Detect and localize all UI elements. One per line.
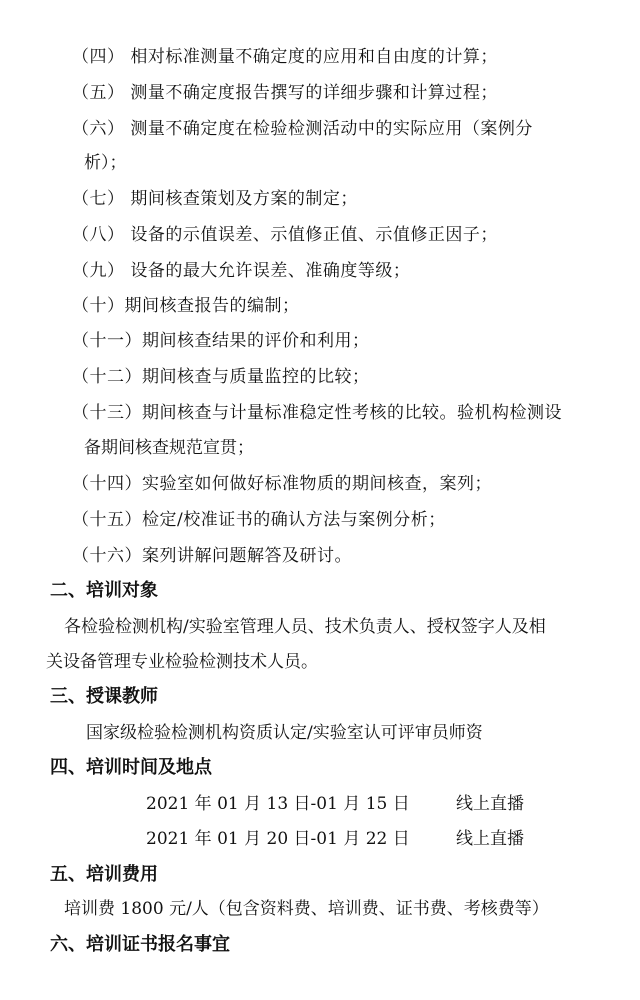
list-item: （十六）案列讲解问题解答及研讨。 xyxy=(72,546,352,566)
list-item: （九） 设备的最大允许误差、准确度等级； xyxy=(72,261,411,281)
list-item: （十二）期间核查与质量监控的比较； xyxy=(72,367,370,387)
list-item: （十）期间核查报告的编制； xyxy=(72,296,300,316)
list-item: （六） 测量不确定度在检验检测活动中的实际应用（案例分 xyxy=(72,119,533,139)
teacher-text: 国家级检验检测机构资质认定/实验室认可评审员师资 xyxy=(86,723,483,743)
list-item-continuation: 析）； xyxy=(84,153,127,173)
list-item: （十一）期间核查结果的评价和利用； xyxy=(72,331,370,351)
list-item-continuation: 备期间核查规范宣贯； xyxy=(84,438,254,458)
session-row xyxy=(146,828,524,850)
section-heading-teacher: 三、授课教师 xyxy=(50,686,158,707)
section-heading-fee: 五、培训费用 xyxy=(50,864,158,885)
section-heading-certificate: 六、培训证书报名事宜 xyxy=(50,934,230,955)
trainees-text: 关设备管理专业检验检测技术人员。 xyxy=(46,652,318,672)
session-date: 2021 年 01 月 20 日-01 月 22 日 xyxy=(146,829,410,849)
section-heading-time-place: 四、培训时间及地点 xyxy=(50,757,212,778)
fee-text: 培训费 1800 元/人（包含资料费、培训费、证书费、考核费等） xyxy=(64,899,549,919)
session-mode: 线上直播 xyxy=(456,829,524,849)
session-date: 2021 年 01 月 13 日-01 月 15 日 xyxy=(146,794,410,814)
list-item: （五） 测量不确定度报告撰写的详细步骤和计算过程； xyxy=(72,83,498,103)
list-item: （八） 设备的示值误差、示值修正值、示值修正因子； xyxy=(72,225,498,245)
section-heading-trainees: 二、培训对象 xyxy=(50,580,158,601)
session-mode: 线上直播 xyxy=(456,794,524,814)
list-item: （十三）期间核查与计量标准稳定性考核的比较。验机构检测设 xyxy=(72,403,562,423)
session-row xyxy=(146,793,524,815)
list-item: （十四）实验室如何做好标准物质的期间核查，案列； xyxy=(72,474,492,494)
list-item: （七） 期间核查策划及方案的制定； xyxy=(72,189,358,209)
list-item: （四） 相对标准测量不确定度的应用和自由度的计算； xyxy=(72,47,498,67)
trainees-text: 各检验检测机构/实验室管理人员、技术负责人、授权签字人及相 xyxy=(64,617,546,637)
list-item: （十五）检定/校准证书的确认方法与案例分析； xyxy=(72,510,446,530)
